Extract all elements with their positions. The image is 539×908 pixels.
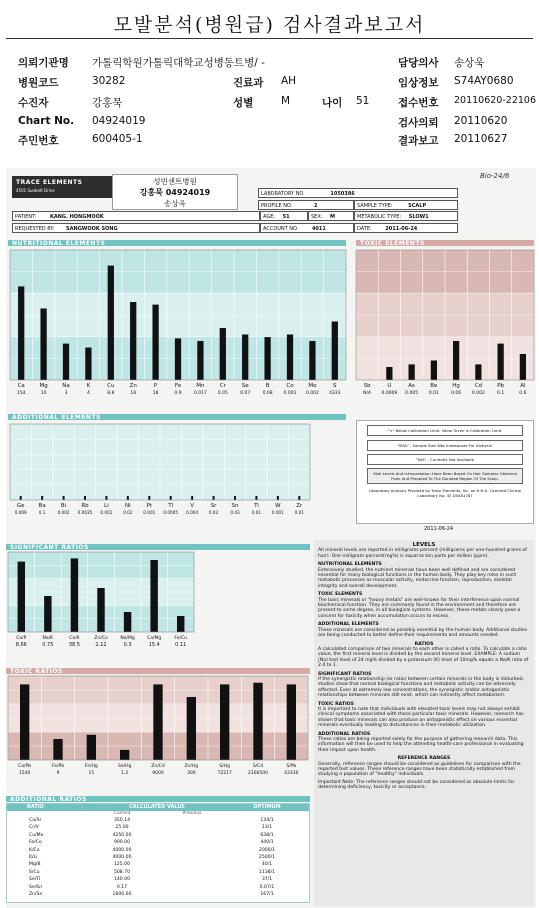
toxic-ratios-title: TOXIC RATIOS — [10, 668, 63, 675]
value-label: 0.01 — [428, 391, 439, 396]
chart-no-label: Chart No. — [18, 115, 75, 127]
value-label: 2166500 — [247, 771, 269, 776]
bar-sn — [234, 496, 236, 500]
resident-value: 600405-1 — [92, 133, 143, 145]
ratio-previous — [157, 839, 227, 846]
nut-heading: NUTRITIONAL ELEMENTS — [318, 562, 382, 568]
value-label: 0.11 — [175, 642, 187, 648]
value-label: 0.001 — [283, 391, 297, 396]
ratio-row — [7, 876, 309, 883]
bar-cr — [220, 328, 226, 380]
value-label: 154 — [16, 391, 26, 396]
ratio-current: 125.00 — [113, 862, 131, 868]
category-label: P — [153, 383, 158, 389]
category-label: Cd — [474, 383, 483, 389]
value-label: 3 — [64, 391, 68, 396]
stamp-patient: 강홍묵 04924019 — [139, 188, 211, 197]
ratio-previous — [157, 824, 227, 831]
ratio-optimum: 167/1 — [260, 891, 274, 897]
ratio-row — [7, 832, 309, 839]
ratio-name: Cu/Mo — [29, 832, 44, 838]
ratio-current: 900.00 — [113, 840, 131, 846]
bar-se-hg — [120, 750, 129, 760]
category-label: Zr — [296, 503, 303, 509]
ratio-current: 350.14 — [113, 818, 131, 823]
category-label: Mg — [39, 383, 48, 389]
ratio-previous — [157, 861, 227, 868]
category-label: Fe/Hg — [84, 764, 98, 769]
bar-mo — [309, 341, 315, 380]
significant-title: SIGNIFICANT RATIOS — [10, 544, 89, 551]
tox-text: The toxic minerals or "heavy metals" are well-known for their interference upon normal biochemical function. They are commonly found in the environment and therefore are present to some degree, in all biological systems. However, these metals clearly pose a concern for toxicity when accumulation occurs to excess. — [318, 597, 521, 619]
value-label: 0.6 — [519, 391, 527, 396]
value-label: 72217 — [217, 771, 232, 776]
reception-label: 접수번호 — [398, 97, 439, 109]
ratios-table-header: RATIO CALCULATED VALUE OPTIMUM — [7, 804, 309, 811]
ratio-current: 4000.00 — [112, 847, 132, 853]
addr-text: These ratios are being reported solely for the purpose of gathering research data. This information will then be used to help the attending health-care professional in evaluating their impact upon health. — [318, 737, 524, 753]
value-label: 0.06 — [451, 391, 462, 396]
bar-ca — [18, 286, 24, 380]
age-cell: AGE: 51 — [260, 211, 308, 221]
patient-cell: PATIENT: KANG. HONGMOOK — [12, 211, 260, 221]
ratio-current: 1800.00 — [112, 891, 132, 897]
levels-text: All mineral levels are reported in milligrams percent (milligrams per one-hundred grams of hair). One milligram percent(mg%) is equal to ten parts per million (ppm). — [318, 548, 527, 559]
nut-text: Extensively studied, the nutrient minerals have been well defined and are considered essential for many biological functions in the human body. They play key roles in such metabolic processes as muscular activity, endocrine function, reproduction, skeletal integrity and overall development. — [318, 567, 517, 589]
bar-al — [520, 354, 526, 380]
value-label: 15 — [88, 771, 95, 776]
value-label: 0.07 — [240, 391, 251, 396]
value-label: 0.1 — [38, 510, 46, 515]
note-interpretation: Vital Levels And Interpretation Have Been Based On Hair Samples Obtained From And Prepared To The Donated Region Of The Scalp. — [367, 468, 523, 484]
category-label: Fe — [174, 383, 182, 389]
hospital-code-label: 병원코드 — [18, 77, 59, 89]
category-label: Tl — [168, 503, 174, 509]
category-label: Fe/Pb — [51, 764, 65, 769]
value-label: 15.4 — [148, 642, 160, 648]
category-label: Be — [430, 383, 438, 389]
bar-zn-hg — [187, 697, 196, 760]
value-label: 1540 — [18, 771, 31, 776]
doctor-value: 송상욱 — [454, 57, 485, 69]
age-label: 나이 — [322, 97, 343, 109]
value-label: 43330 — [284, 771, 299, 776]
result-label: 결과보고 — [398, 135, 439, 147]
category-label: S/Hg — [219, 764, 230, 769]
value-label: 0.005 — [405, 391, 419, 396]
ratio-name: Se/Tl — [29, 877, 41, 883]
add-heading: ADDITIONAL ELEMENTS — [318, 622, 379, 628]
bar-v — [191, 496, 193, 500]
value-label: 0.002 — [471, 391, 485, 396]
category-label: Ca/P — [16, 636, 27, 641]
value-label: 8.8 — [107, 391, 115, 396]
category-label: Zn/Cd — [151, 764, 165, 769]
value-label: 10 — [40, 391, 47, 396]
ratio-optimum: 37/1 — [261, 877, 273, 883]
account-cell: ACCOUNT NO. 4011 — [260, 223, 354, 233]
bar-fe-pb — [53, 739, 62, 760]
dept-value: AH — [281, 75, 297, 87]
ratio-name: Cr/V — [29, 825, 39, 831]
sample-cell: SAMPLE TYPE: SCALP — [354, 200, 458, 210]
bar-s-hg — [220, 684, 229, 760]
value-label: 0.0005 — [163, 510, 179, 515]
category-label: Ti — [254, 503, 259, 509]
bar-zn — [130, 302, 136, 380]
category-label: U — [387, 383, 392, 389]
ratio-row — [7, 854, 309, 861]
sig-text: If the synergistic relationship (or ratio) between certain minerals in the body is disturbed, studies show that normal biological functions and metabolic activity can be adversely affected. Even at extremely low concentrations, the synergistic and/or antagonistic relationships between minerals still exist, which can indirectly affect metabolism. — [318, 676, 525, 699]
note-sma: "SMA" - Sample Size Was Inadequate For Analysis. — [367, 440, 523, 451]
ref-heading: REFERENCE RANGES — [397, 756, 451, 762]
value-label: 0.3 — [123, 642, 132, 648]
value-label: 9000 — [152, 771, 164, 776]
category-label: Zn/Hg — [184, 764, 199, 769]
bar-co — [287, 335, 293, 381]
category-label: W — [275, 503, 281, 509]
ratio-optimum: 13/1 — [261, 825, 273, 831]
ratio-current: 508.70 — [113, 869, 131, 875]
ratio-current: 140.00 — [113, 877, 131, 883]
ratio-previous — [157, 817, 227, 824]
ratio-previous — [157, 869, 227, 876]
category-label: S — [333, 383, 337, 389]
category-label: Ge — [16, 503, 25, 509]
ratios-table-body — [7, 817, 309, 898]
bar-be — [431, 361, 437, 381]
ratio-current: 4000.00 — [112, 854, 132, 860]
value-label: 0.1 — [497, 391, 505, 396]
category-label: Ni — [125, 503, 131, 509]
ratios-text: A calculated comparison of two minerals to each other is called a ratio. To calculate a ratio value, the first mineral level is divided by the second mineral level. EXAMPLE: A sodium (Na) test level of 24 mg% divided by a potassium (K) level of 10mg% equals a Na/K ratio of 2.4 to 1. — [318, 646, 529, 669]
value-label: 0.0035 — [77, 510, 93, 515]
bar-mg — [40, 309, 46, 381]
bar-k — [85, 348, 91, 381]
ratio-optimum: 1138/1 — [258, 869, 276, 875]
value-label: 0.002 — [305, 391, 319, 396]
ratio-row — [7, 869, 309, 876]
bar-hg — [453, 341, 459, 380]
ref-text: Generally, reference ranges should be considered as guidelines for comparison with the reported test values. These reference ranges have been statistically established from studying a population of "healthy" individuals. — [318, 761, 521, 778]
category-label: Co — [286, 383, 294, 389]
resident-label: 주민번호 — [18, 135, 59, 147]
note-lab: Laboratory Analysis Provided by Trace Elements, Inc. an H.H.A. Licensed Clinical Laboratory No. 45 D0481787 — [368, 488, 522, 498]
value-label: 1.2 — [121, 771, 129, 776]
ratio-optimum: 2000/1 — [258, 847, 276, 853]
value-label: 300 — [187, 771, 196, 776]
bar-pb — [498, 344, 504, 380]
bar-fe-cu — [177, 616, 184, 632]
bar-fe — [175, 338, 181, 380]
ratios-table-subheader: Current Previous — [113, 811, 202, 816]
stamp-org: 성빈센트병원 — [153, 177, 197, 186]
bar-bi — [63, 496, 65, 500]
category-label: V — [190, 503, 195, 509]
note-na: "N/A" - Currently Not Available — [367, 454, 523, 465]
category-label: Sn — [231, 503, 239, 509]
request-label: 검사의뢰 — [398, 117, 439, 129]
age-value: 51 — [356, 95, 370, 107]
value-label: 0.009 — [14, 510, 27, 515]
category-label: B — [265, 383, 270, 389]
value-label: N/A — [363, 391, 372, 396]
bar-ge — [20, 496, 22, 500]
bar-se — [242, 335, 248, 381]
value-label: 0.001 — [271, 510, 284, 515]
category-label: Bi — [60, 503, 67, 509]
bar-ca-p — [18, 562, 25, 632]
value-label: 0.75 — [42, 642, 54, 648]
trace-elements-logo: TRACE ELEMENTS 4501 Sunbelt Drive — [12, 176, 112, 198]
ratio-previous — [157, 891, 227, 898]
tox-heading: TOXIC ELEMENTS — [318, 592, 363, 598]
bar-ba — [41, 496, 43, 500]
ratio-current: 4250.00 — [112, 832, 132, 838]
date-cell: DATE: 2011-06-24 — [354, 223, 458, 233]
category-label: S/Pb — [286, 764, 297, 769]
ratio-previous — [157, 884, 227, 891]
date-stamp: 2011-06-24 — [424, 526, 454, 532]
bar-tl — [170, 496, 172, 500]
value-label: 0.002 — [57, 510, 70, 515]
bar-ti — [255, 496, 257, 500]
ratio-optimum: 40/1 — [261, 862, 273, 868]
chart-no-value: 04924019 — [92, 115, 146, 127]
value-label: 8.66 — [15, 642, 27, 648]
ratio-row — [7, 839, 309, 846]
sex-value: M — [281, 95, 291, 107]
ratio-row — [7, 817, 309, 824]
reception-value: 20110620-22106 — [454, 95, 537, 106]
toxr-heading: TOXIC RATIOS — [318, 701, 354, 707]
category-label: Cu — [107, 383, 115, 389]
bar-cd — [475, 364, 481, 380]
explanation-panel — [314, 540, 534, 906]
value-label: 0.01 — [251, 510, 262, 515]
ratio-current: 25.00 — [115, 825, 129, 831]
additional-title: ADDITIONAL ELEMENTS — [12, 414, 101, 421]
value-label: 4333 — [329, 391, 341, 396]
bar-cu — [108, 266, 114, 380]
value-label: 0.02 — [208, 510, 219, 515]
ratio-name: Se/Sn — [29, 884, 43, 890]
bar-s — [332, 322, 338, 381]
levels-heading: LEVELS — [412, 542, 436, 548]
bar-sr — [213, 496, 215, 500]
value-label: 0.01 — [294, 510, 304, 515]
sig-heading: SIGNIFICANT RATIOS — [318, 671, 372, 677]
patient-label: 수진자 — [18, 97, 49, 109]
category-label: Na/K — [42, 636, 54, 641]
toxic-title: TOXIC ELEMENTS — [360, 240, 425, 247]
toxr-text: It is important to note that individuals with elevated toxic levels may not always exhibit clinical symptoms associated with those particular toxic minerals. However, research has shown that toxic minerals can also produce an antagonistic effect on various essential minerals eventually leading to disturbances in their metabolic utilization. — [318, 706, 524, 729]
bar-li — [105, 496, 107, 500]
category-label: K — [86, 383, 91, 389]
ratio-name: K/Co — [29, 847, 40, 853]
category-label: Al — [520, 383, 526, 389]
sex-cell: SEX: M — [308, 211, 354, 221]
category-label: S/Cd — [252, 764, 264, 769]
value-label: 9 — [56, 771, 60, 776]
addr-heading: ADDITIONAL RATIOS — [318, 731, 371, 737]
bar-pt — [148, 496, 150, 500]
ratio-previous — [157, 854, 227, 861]
category-label: Mo — [308, 383, 317, 389]
institution-value: 가톨릭학원가톨릭대학교성병동트병/ - — [92, 57, 265, 69]
category-label: Ca/Mg — [147, 636, 162, 641]
stamp-doctor: 송상욱 — [164, 199, 186, 208]
value-label: 0.0009 — [381, 391, 398, 396]
additional-ratios-title: ADDITIONAL RATIOS — [10, 796, 87, 803]
ratios-heading: RATIOS — [414, 641, 434, 647]
category-label: Se/Hg — [117, 764, 132, 769]
bar-na-mg — [124, 612, 131, 632]
bar-w — [277, 496, 279, 500]
category-label: Na/Mg — [120, 636, 135, 641]
category-label: As — [408, 383, 415, 389]
ratio-row — [7, 824, 309, 831]
ratio-optimum: 2500/1 — [258, 854, 276, 860]
bar-ca-pb — [20, 684, 29, 760]
ratio-name: Mg/B — [29, 862, 41, 868]
sex-label: 성별 — [233, 97, 254, 109]
clinical-value: S74AY0680 — [454, 75, 514, 87]
ratio-name: Zn/Sn — [29, 891, 43, 897]
bar-zn-cd — [153, 684, 162, 760]
bar-na-k — [44, 596, 51, 632]
bar-u — [386, 367, 392, 380]
bar-zr — [298, 496, 300, 500]
profile-cell: PROFILE NO. 2 — [258, 200, 354, 210]
ratio-name: Ca/Sr — [29, 818, 42, 823]
signature: Bio-24/6 — [480, 172, 510, 180]
value-label: 0.017 — [193, 391, 207, 396]
value-label: 18 — [152, 391, 159, 396]
category-label: Mn — [196, 383, 205, 389]
ratio-name: S/Cu — [29, 869, 40, 875]
nutritional-title: NUTRITIONAL ELEMENTS — [12, 240, 106, 247]
category-label: Cr — [219, 383, 226, 389]
ratio-row — [7, 861, 309, 868]
dept-label: 진료과 — [233, 77, 264, 89]
value-label: 0.9 — [174, 391, 182, 396]
bar-zn-cu — [97, 588, 104, 632]
ref-note: Important Note: The reference ranges should not be considered as absolute limits for determining deficiency, toxicity or acceptance. — [318, 779, 515, 791]
ratio-optimum: 440/1 — [260, 840, 274, 846]
ratio-row — [7, 884, 309, 891]
ratio-name: Fe/Co — [29, 840, 42, 846]
ratio-optimum: 0.07/1 — [259, 884, 275, 890]
institution-label: 의뢰기관명 — [18, 57, 69, 69]
category-label: Sr — [210, 503, 217, 509]
ratio-optimum: 638/1 — [260, 832, 274, 838]
add-text: These minerals are considered as possibly essential by the human body. Additional studies are being conducted to better define their requirements and amounts needed. — [318, 627, 528, 639]
value-label: 0.08 — [262, 391, 273, 396]
ratio-previous — [157, 876, 227, 883]
bar-ca-mg — [150, 560, 157, 632]
ratio-name: K/Li — [29, 854, 38, 860]
note-calibration: "<" Below Calibration Limit. Value Given is Calibration Limit. — [367, 425, 523, 436]
legend-box — [356, 420, 534, 524]
bar-rb — [84, 496, 86, 500]
ratio-previous — [157, 847, 227, 854]
ratio-row — [7, 847, 309, 854]
bar-s-cd — [253, 683, 262, 760]
band-high — [10, 250, 346, 293]
bar-as — [409, 364, 415, 380]
value-label: 18 — [130, 391, 137, 396]
category-label: Ca/Pb — [18, 764, 32, 769]
bar-ni — [127, 496, 129, 500]
value-label: 4 — [86, 391, 90, 396]
value-label: 0.001 — [143, 510, 156, 515]
report-title: 모발분석(병원급) 검사결과보고서 — [113, 14, 426, 36]
value-label: 0.05 — [217, 391, 228, 396]
request-value: 20110620 — [454, 115, 508, 127]
requested-cell: REQUESTED BY: SANGWOOK SONG — [12, 223, 260, 233]
category-label: Zn — [129, 383, 137, 389]
value-label: 38.5 — [68, 642, 80, 648]
category-label: Rb — [81, 503, 89, 509]
ratio-row — [7, 891, 309, 898]
category-label: Pb — [497, 383, 505, 389]
value-label: 0.004 — [186, 510, 199, 515]
bar-s-pb — [287, 684, 296, 760]
ratio-current: 0.17 — [116, 884, 128, 890]
metabolic-cell: METABOLIC TYPE: SLOW1 — [354, 211, 458, 221]
category-label: Zn/Cu — [94, 636, 108, 641]
category-label: Ca/K — [69, 636, 80, 641]
bar-fe-hg — [87, 735, 96, 760]
value-label: 2.12 — [95, 642, 107, 648]
category-label: Li — [104, 503, 109, 509]
bar-p — [152, 305, 158, 380]
value-label: 0.43 — [230, 510, 240, 515]
ratio-previous — [157, 832, 227, 839]
lab-number-cell: LABORATORY NO. 1050386 — [258, 188, 458, 198]
bar-na — [63, 344, 69, 380]
additional-ratios-table — [6, 803, 310, 903]
value-label: 0.001 — [100, 510, 113, 515]
category-label: Hg — [452, 383, 460, 389]
bar-ca-k — [71, 558, 78, 632]
hospital-code-value: 30282 — [92, 75, 126, 87]
category-label: Fe/Cu — [174, 636, 188, 641]
category-label: Sb — [363, 383, 371, 389]
doctor-label: 담당의사 — [398, 57, 439, 69]
value-label: 0.02 — [123, 510, 133, 515]
ratio-optimum: 134/1 — [260, 818, 274, 823]
bar-mn — [197, 341, 203, 380]
clinical-label: 임상정보 — [398, 77, 439, 89]
category-label: Pt — [146, 503, 153, 509]
result-value: 20110627 — [454, 133, 508, 145]
category-label: Ca — [17, 383, 25, 389]
bar-b — [264, 337, 270, 380]
category-label: Ba — [38, 503, 46, 509]
category-label: Se — [241, 383, 249, 389]
category-label: Na — [62, 383, 70, 389]
patient-value: 강홍묵 — [92, 97, 123, 109]
